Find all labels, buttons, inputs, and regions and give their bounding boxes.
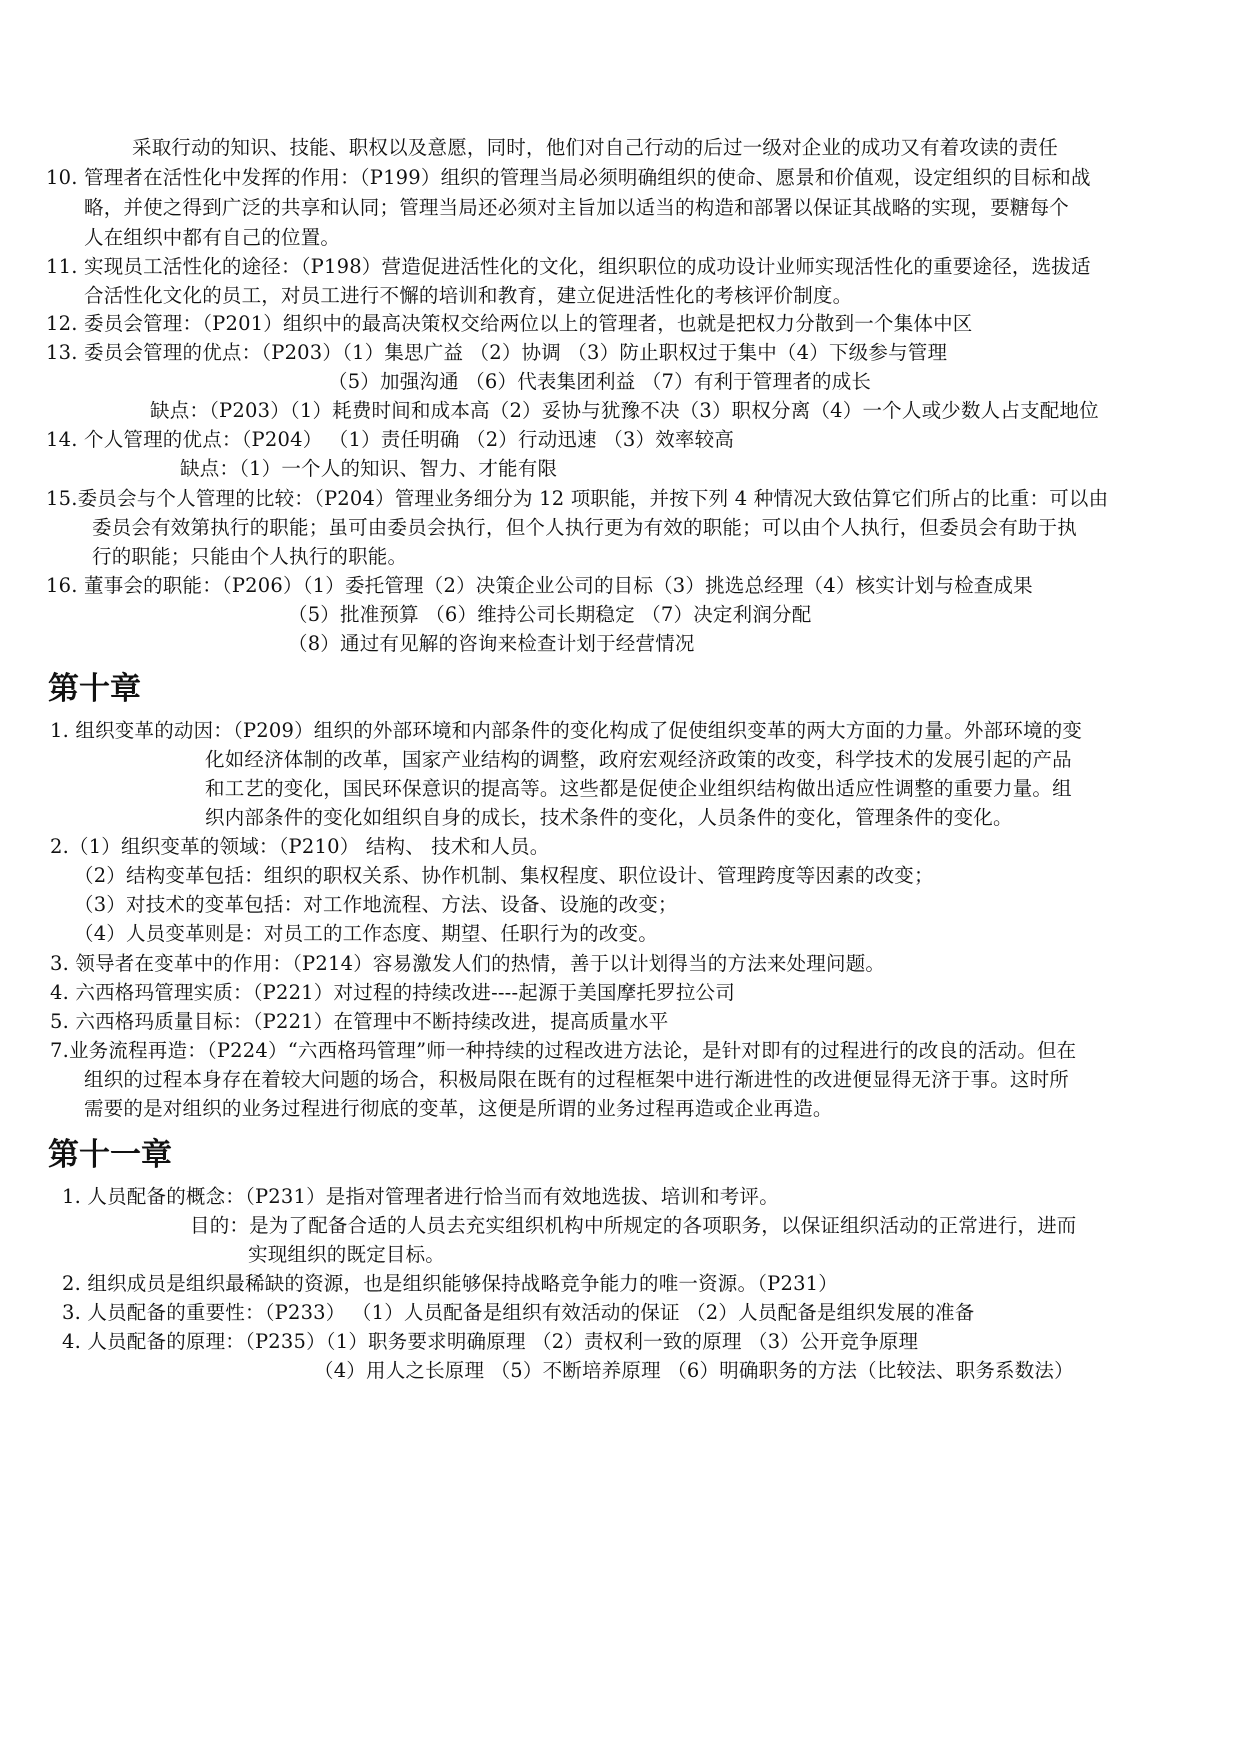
list-item: 2.（1）组织变革的领域：（P210） 结构、 技术和人员。 bbox=[50, 835, 550, 858]
text-line: 化如经济体制的改革，国家产业结构的调整，政府宏观经济政策的改变，科学技术的发展引起的产品 bbox=[205, 748, 1072, 771]
text-line: 组织的过程本身存在着较大问题的场合，积极局限在既有的过程框架中进行渐进性的改进便显得无济于事。这时所 bbox=[84, 1068, 1070, 1091]
text-line: 缺点：（1）一个人的知识、智力、才能有限 bbox=[180, 457, 558, 480]
list-item: 10. 管理者在活性化中发挥的作用：（P199）组织的管理当局必须明确组织的使命、愿景和价值观，设定组织的目标和战 bbox=[46, 166, 1091, 189]
list-item: 7.业务流程再造：（P224）“六西格玛管理”师一种持续的过程改进方法论，是针对即有的过程进行的改良的活动。但在 bbox=[50, 1039, 1077, 1062]
text-line: 实现组织的既定目标。 bbox=[248, 1243, 446, 1266]
text-line: （8）通过有见解的咨询来检查计划于经营情况 bbox=[288, 632, 695, 655]
list-item: 4. 六西格玛管理实质：（P221）对过程的持续改进----起源于美国摩托罗拉公司 bbox=[50, 981, 735, 1004]
list-item: 3. 人员配备的重要性：（P233） （1）人员配备是组织有效活动的保证 （2）人员配备是组织发展的准备 bbox=[62, 1301, 975, 1324]
text-line: 略，并使之得到广泛的共享和认同；管理当局还必须对主旨加以适当的构造和部署以保证其战略的实现，要糖每个 bbox=[84, 196, 1070, 219]
list-item: 13. 委员会管理的优点：（P203）（1）集思广益 （2）协调 （3）防止职权过于集中（4）下级参与管理 bbox=[46, 341, 948, 364]
text-line: 采取行动的知识、技能、职权以及意愿，同时，他们对自己行动的后过一级对企业的成功又有着攻读的责任 bbox=[132, 136, 1058, 159]
list-item: 5. 六西格玛质量目标：（P221）在管理中不断持续改进，提高质量水平 bbox=[50, 1010, 669, 1033]
text-line: （5）批准预算 （6）维持公司长期稳定 （7）决定利润分配 bbox=[288, 603, 812, 626]
text-line: （4）用人之长原理 （5）不断培养原理 （6）明确职务的方法（比较法、职务系数法） bbox=[314, 1359, 1074, 1382]
text-line: 合活性化文化的员工，对员工进行不懈的培训和教育，建立促进活性化的考核评价制度。 bbox=[84, 284, 853, 307]
text-line: （3）对技术的变革包括：对工作地流程、方法、设备、设施的改变； bbox=[74, 893, 678, 916]
list-item: 3. 领导者在变革中的作用：（P214）容易激发人们的热情，善于以计划得当的方法来处理问题。 bbox=[50, 952, 886, 975]
text-line: 缺点：（P203）（1）耗费时间和成本高（2）妥协与犹豫不决（3）职权分离（4）一个人或少数人占支配地位 bbox=[150, 399, 1099, 422]
list-item: 12. 委员会管理：（P201）组织中的最高决策权交给两位以上的管理者，也就是把权力分散到一个集体中区 bbox=[46, 312, 973, 335]
list-item: 14. 个人管理的优点：（P204） （1）责任明确 （2）行动迅速 （3）效率较高 bbox=[46, 428, 735, 451]
text-line: 委员会有效第执行的职能；虽可由委员会执行，但个人执行更为有效的职能；可以由个人执行，但委员会有助于执 bbox=[92, 516, 1078, 539]
text-line: 和工艺的变化，国民环保意识的提高等。这些都是促使企业组织结构做出适应性调整的重要力量。组 bbox=[205, 777, 1072, 800]
list-item: 16. 董事会的职能：（P206）（1）委托管理（2）决策企业公司的目标（3）挑选总经理（4）核实计划与检查成果 bbox=[46, 574, 1033, 597]
list-item: 11. 实现员工活性化的途径：（P198）营造促进活性化的文化，组织职位的成功设计业师实现活性化的重要途径，选拔适 bbox=[46, 255, 1091, 278]
text-line: 人在组织中都有自己的位置。 bbox=[84, 226, 341, 249]
text-line: 需要的是对组织的业务过程进行彻底的变革，这便是所谓的业务过程再造或企业再造。 bbox=[84, 1097, 833, 1120]
list-item: 1. 人员配备的概念：（P231）是指对管理者进行恰当而有效地选拔、培训和考评。 bbox=[62, 1185, 779, 1208]
list-item: 2. 组织成员是组织最稀缺的资源，也是组织能够保持战略竞争能力的唯一资源。（P231） bbox=[62, 1272, 838, 1295]
text-line: （5）加强沟通 （6）代表集团利益 （7）有利于管理者的成长 bbox=[328, 370, 872, 393]
text-line: 目的：是为了配备合适的人员去充实组织机构中所规定的各项职务，以保证组织活动的正常进行，进而 bbox=[190, 1214, 1077, 1237]
text-line: 行的职能；只能由个人执行的职能。 bbox=[92, 545, 408, 568]
list-item: 4. 人员配备的原理：（P235）（1）职务要求明确原理 （2）责权利一致的原理 （3）公开竞争原理 bbox=[62, 1330, 919, 1353]
list-item: 15.委员会与个人管理的比较：（P204）管理业务细分为 12 项职能，并按下列 4 种情况大致估算它们所占的比重：可以由 bbox=[46, 487, 1109, 510]
chapter-heading: 第十一章 bbox=[48, 1137, 172, 1173]
text-line: （4）人员变革则是：对员工的工作态度、期望、任职行为的改变。 bbox=[74, 922, 658, 945]
list-item: 1. 组织变革的动因：（P209）组织的外部环境和内部条件的变化构成了促使组织变革的两大方面的力量。外部环境的变 bbox=[50, 719, 1083, 742]
text-line: （2）结构变革包括：组织的职权关系、协作机制、集权程度、职位设计、管理跨度等因素的改变； bbox=[74, 864, 934, 887]
chapter-heading: 第十章 bbox=[48, 671, 141, 707]
text-line: 织内部条件的变化如组织自身的成长，技术条件的变化，人员条件的变化，管理条件的变化。 bbox=[205, 806, 1013, 829]
